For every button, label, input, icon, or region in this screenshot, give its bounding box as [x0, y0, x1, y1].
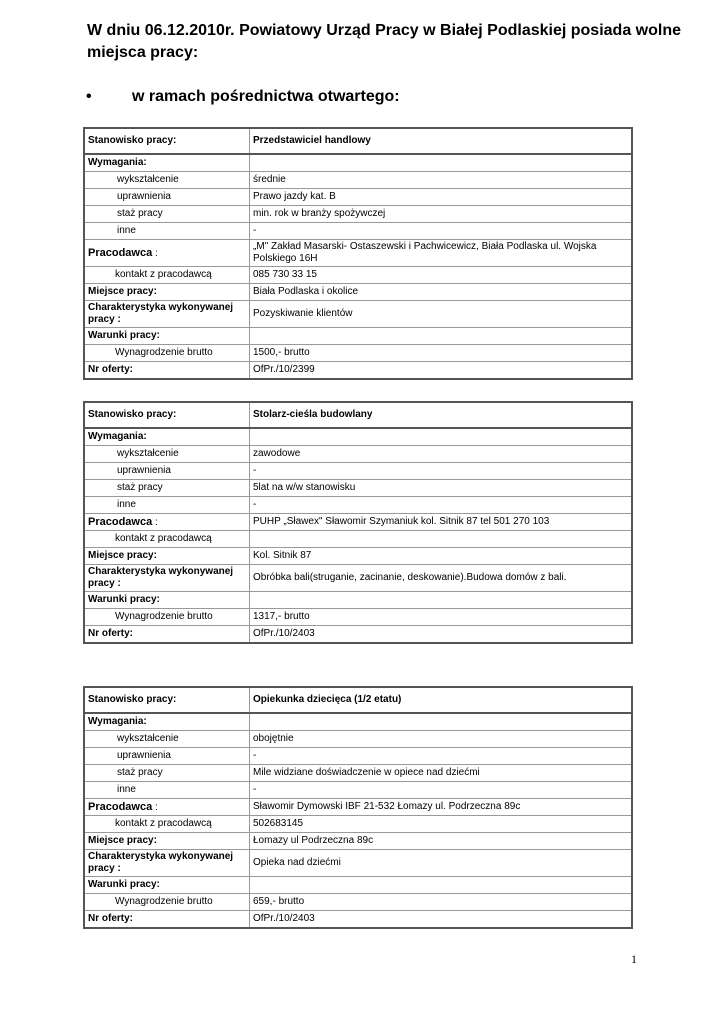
label-wymagania: Wymagania:	[84, 428, 250, 446]
label-pracodawca: Pracodawca :	[84, 514, 250, 531]
label-kontakt: kontakt z pracodawcą	[84, 267, 250, 284]
bullet-icon: •	[86, 88, 92, 105]
subheading	[86, 88, 400, 106]
label-staz: staż pracy	[84, 480, 250, 497]
value-staz: 5lat na w/w stanowisku	[250, 480, 633, 497]
label-nr-oferty: Nr oferty:	[84, 626, 250, 644]
value-charakterystyka: Obróbka bali(struganie, zacinanie, deskowanie).Budowa domów z bali.	[250, 565, 633, 592]
label-miejsce: Miejsce pracy:	[84, 833, 250, 850]
label-stanowisko: Stanowisko pracy:	[84, 402, 250, 428]
label-wyksztalcenie: wykształcenie	[84, 172, 250, 189]
job-offer-table-1	[83, 127, 633, 380]
label-inne: inne	[84, 497, 250, 514]
label-miejsce: Miejsce pracy:	[84, 548, 250, 565]
label-inne: inne	[84, 223, 250, 240]
value-kontakt: 085 730 33 15	[250, 267, 633, 284]
value-wyksztalcenie: obojętnie	[250, 731, 633, 748]
label-uprawnienia: uprawnienia	[84, 463, 250, 480]
label-nr-oferty: Nr oferty:	[84, 362, 250, 380]
value-nr-oferty: OfPr./10/2403	[250, 911, 633, 929]
value-miejsce: Biała Podlaska i okolice	[250, 284, 633, 301]
label-staz: staż pracy	[84, 765, 250, 782]
value-wyksztalcenie: średnie	[250, 172, 633, 189]
value-uprawnienia: Prawo jazdy kat. B	[250, 189, 633, 206]
value-pracodawca: PUHP „Sławex" Sławomir Szymaniuk kol. Sitnik 87 tel 501 270 103	[250, 514, 633, 531]
job-title: Opiekunka dziecięca (1/2 etatu)	[250, 687, 633, 713]
job-title: Stolarz-cieśla budowlany	[250, 402, 633, 428]
document-heading: W dniu 06.12.2010r. Powiatowy Urząd Pracy w Białej Podlaskiej posiada wolne miejsca pracy:	[87, 22, 681, 61]
value-warunki	[250, 328, 633, 345]
job-title: Przedstawiciel handlowy	[250, 128, 633, 154]
label-charakterystyka: Charakterystyka wykonywanej pracy :	[84, 565, 250, 592]
label-staz: staż pracy	[84, 206, 250, 223]
label-warunki: Warunki pracy:	[84, 592, 250, 609]
label-uprawnienia: uprawnienia	[84, 189, 250, 206]
label-wynagrodzenie: Wynagrodzenie brutto	[84, 609, 250, 626]
label-inne: inne	[84, 782, 250, 799]
label-charakterystyka: Charakterystyka wykonywanej pracy :	[84, 301, 250, 328]
value-inne: -	[250, 497, 633, 514]
label-charakterystyka: Charakterystyka wykonywanej pracy :	[84, 850, 250, 877]
label-warunki: Warunki pracy:	[84, 328, 250, 345]
label-miejsce: Miejsce pracy:	[84, 284, 250, 301]
value-wymagania	[250, 428, 633, 446]
label-wymagania: Wymagania:	[84, 713, 250, 731]
value-uprawnienia: -	[250, 748, 633, 765]
job-offer-table-2	[83, 401, 633, 644]
label-wymagania: Wymagania:	[84, 154, 250, 172]
label-kontakt: kontakt z pracodawcą	[84, 816, 250, 833]
value-miejsce: Łomazy ul Podrzeczna 89c	[250, 833, 633, 850]
value-kontakt	[250, 531, 633, 548]
value-pracodawca: „M" Zakład Masarski- Ostaszewski i Pachwicewicz, Biała Podlaska ul. Wojska Polskiego 16H	[250, 240, 633, 267]
value-miejsce: Kol. Sitnik 87	[250, 548, 633, 565]
value-inne: -	[250, 782, 633, 799]
label-pracodawca: Pracodawca :	[84, 799, 250, 816]
value-nr-oferty: OfPr./10/2399	[250, 362, 633, 380]
value-warunki	[250, 592, 633, 609]
value-wynagrodzenie: 1500,- brutto	[250, 345, 633, 362]
value-wynagrodzenie: 1317,- brutto	[250, 609, 633, 626]
value-uprawnienia: -	[250, 463, 633, 480]
label-nr-oferty: Nr oferty:	[84, 911, 250, 929]
value-wyksztalcenie: zawodowe	[250, 446, 633, 463]
value-wymagania	[250, 713, 633, 731]
job-offer-table-3	[83, 686, 633, 929]
label-wynagrodzenie: Wynagrodzenie brutto	[84, 894, 250, 911]
value-kontakt: 502683145	[250, 816, 633, 833]
value-inne: -	[250, 223, 633, 240]
value-wymagania	[250, 154, 633, 172]
value-charakterystyka: Opieka nad dziećmi	[250, 850, 633, 877]
label-stanowisko: Stanowisko pracy:	[84, 687, 250, 713]
label-wynagrodzenie: Wynagrodzenie brutto	[84, 345, 250, 362]
value-wynagrodzenie: 659,- brutto	[250, 894, 633, 911]
page-number: 1	[631, 952, 637, 966]
value-charakterystyka: Pozyskiwanie klientów	[250, 301, 633, 328]
label-wyksztalcenie: wykształcenie	[84, 446, 250, 463]
value-staz: Mile widziane doświadczenie w opiece nad dziećmi	[250, 765, 633, 782]
value-staz: min. rok w branży spożywczej	[250, 206, 633, 223]
value-pracodawca: Sławomir Dymowski IBF 21-532 Łomazy ul. Podrzeczna 89c	[250, 799, 633, 816]
label-wyksztalcenie: wykształcenie	[84, 731, 250, 748]
value-nr-oferty: OfPr./10/2403	[250, 626, 633, 644]
label-stanowisko: Stanowisko pracy:	[84, 128, 250, 154]
label-uprawnienia: uprawnienia	[84, 748, 250, 765]
label-kontakt: kontakt z pracodawcą	[84, 531, 250, 548]
subheading-text: w ramach pośrednictwa otwartego:	[132, 88, 400, 105]
value-warunki	[250, 877, 633, 894]
label-pracodawca: Pracodawca :	[84, 240, 250, 267]
label-warunki: Warunki pracy:	[84, 877, 250, 894]
